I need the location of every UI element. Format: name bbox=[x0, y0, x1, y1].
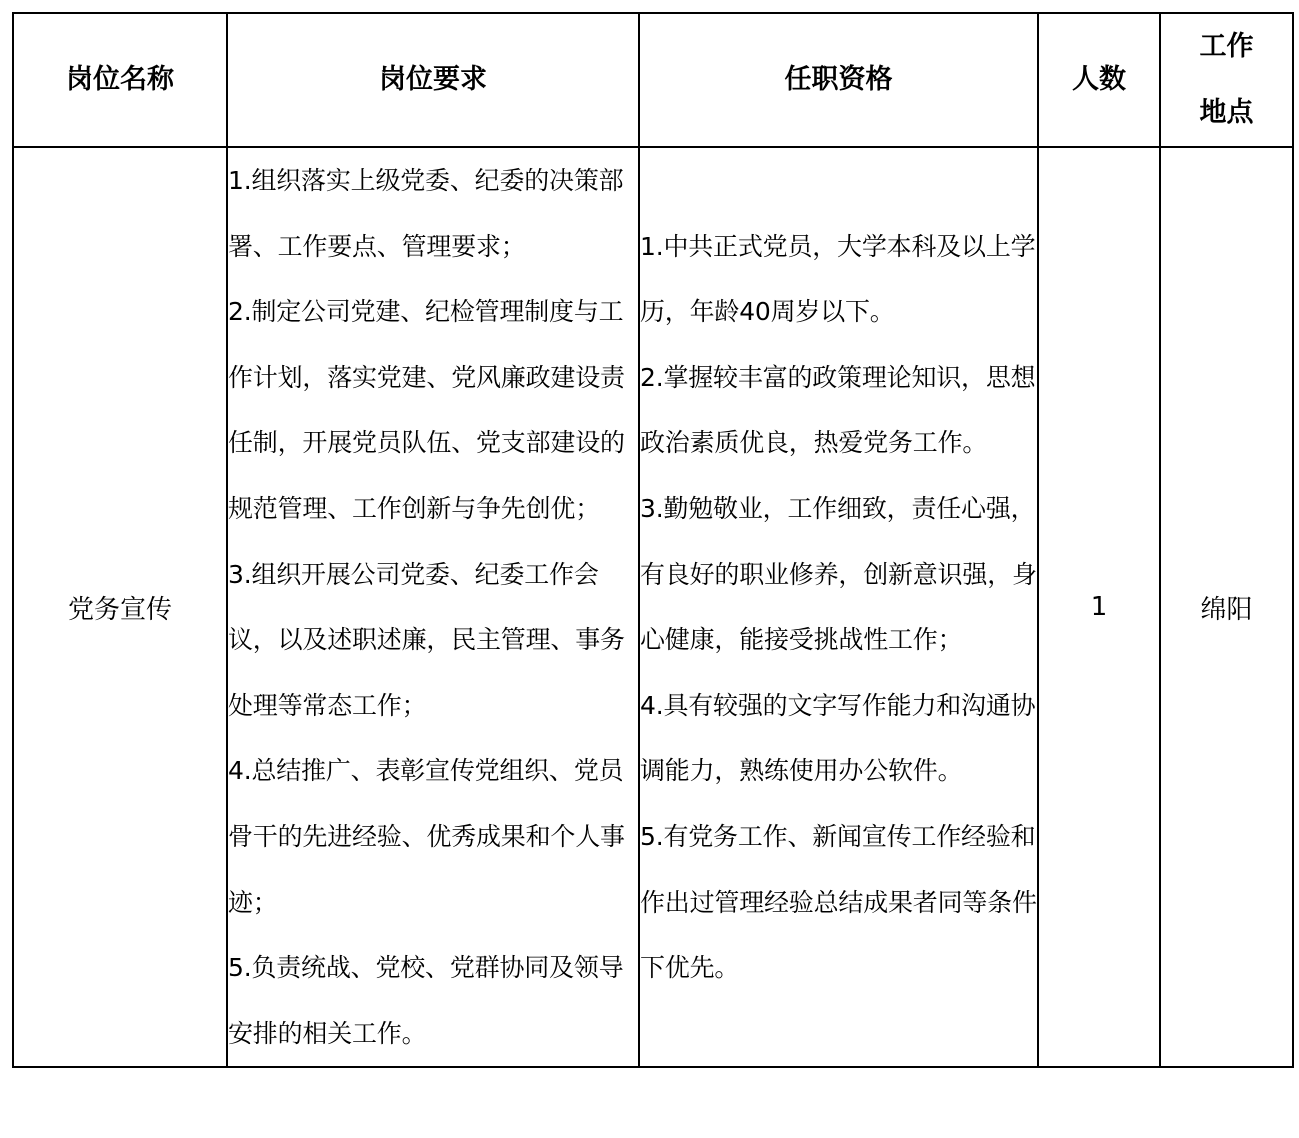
qualification-item: 4.具有较强的文字写作能力和沟通协调能力，熟练使用办公软件。 bbox=[640, 690, 1036, 786]
table-body bbox=[13, 147, 1293, 1067]
requirement-item: 2.制定公司党建、纪检管理制度与工作计划，落实党建、党风廉政建设责任制，开展党员队伍、党支部建设的规范管理、工作创新与争先创优； bbox=[228, 297, 625, 523]
header-work-location-line2: 地点 bbox=[1199, 97, 1254, 128]
table-row bbox=[13, 147, 1293, 1067]
header-work-location-line1: 工作 bbox=[1199, 31, 1254, 62]
table-header bbox=[13, 13, 1293, 147]
header-position-name: 岗位名称 bbox=[13, 13, 227, 147]
qualification-item: 5.有党务工作、新闻宣传工作经验和作出过管理经验总结成果者同等条件下优先。 bbox=[640, 821, 1037, 983]
qualification-item: 1.中共正式党员，大学本科及以上学历，年龄40周岁以下。 bbox=[640, 231, 1036, 327]
requirement-item: 3.组织开展公司党委、纪委工作会议，以及述职述廉，民主管理、事务处理等常态工作； bbox=[228, 559, 625, 720]
cell-work-location: 绵阳 bbox=[1160, 147, 1293, 1067]
cell-position-name: 党务宣传 bbox=[13, 147, 227, 1067]
requirement-item: 4.总结推广、表彰宣传党组织、党员骨干的先进经验、优秀成果和个人事迹； bbox=[228, 756, 625, 917]
header-qualifications: 任职资格 bbox=[639, 13, 1038, 147]
header-row bbox=[13, 13, 1293, 147]
job-posting-table bbox=[12, 12, 1294, 1068]
cell-headcount: 1 bbox=[1038, 147, 1160, 1067]
requirement-item: 5.负责统战、党校、党群协同及领导安排的相关工作。 bbox=[228, 953, 624, 1048]
cell-requirements bbox=[227, 147, 639, 1067]
qualification-item: 3.勤勉敬业，工作细致，责任心强，有良好的职业修养，创新意识强，身心健康，能接受挑战性工作； bbox=[640, 493, 1037, 655]
header-position-requirements: 岗位要求 bbox=[227, 13, 639, 147]
header-headcount: 人数 bbox=[1038, 13, 1160, 147]
header-work-location bbox=[1160, 13, 1293, 147]
qualification-item: 2.掌握较丰富的政策理论知识，思想政治素质优良，热爱党务工作。 bbox=[640, 362, 1036, 458]
cell-qualifications bbox=[639, 147, 1038, 1067]
requirement-item: 1.组织落实上级党委、纪委的决策部署、工作要点、管理要求； bbox=[228, 166, 624, 261]
